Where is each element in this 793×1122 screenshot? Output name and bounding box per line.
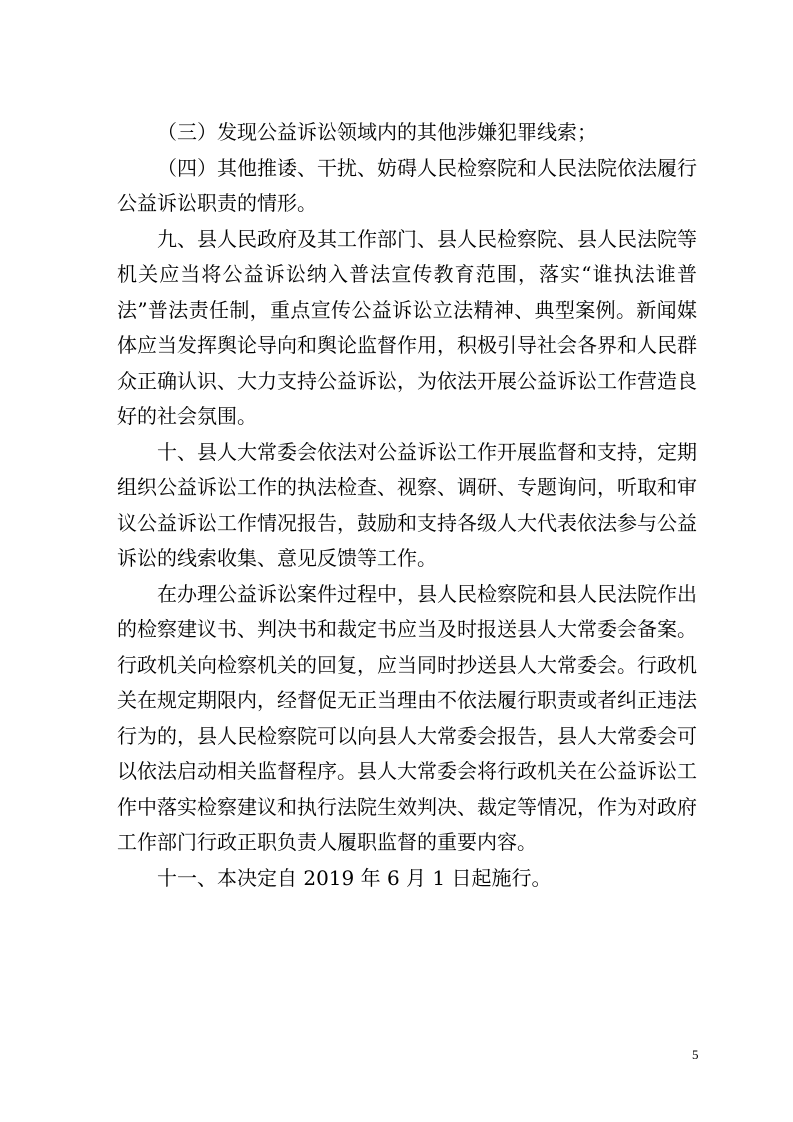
paragraph-case-handling: 在办理公益诉讼案件过程中，县人民检察院和县人民法院作出的检察建议书、判决书和裁定书应当及时报送县人大常委会备案。行政机关向检察机关的回复，应当同时抄送县人大常委会。行政机关在规定期限内，经督促无正当理由不依法履行职责或者纠正违法行为的，县人民检察院可以向县人大常委会报告，县人大常委会可以依法启动相关监督程序。县人大常委会将行政机关在公益诉讼工作中落实检察建议和执行法院生效判决、裁定等情况，作为对政府工作部门行政正职负责人履职监督的重要内容。 (117, 581, 697, 854)
paragraph-item-4: （四）其他推诿、干扰、妨碍人民检察院和人民法院依法履行公益诉讼职责的情形。 (117, 155, 697, 215)
paragraph-article-10: 十、县人大常委会依法对公益诉讼工作开展监督和支持，定期组织公益诉讼工作的执法检查、视察、调研、专题询问，听取和审议公益诉讼工作情况报告，鼓励和支持各级人大代表依法参与公益诉讼的线索收集、意见反馈等工作。 (117, 439, 697, 570)
paragraph-article-9: 九、县人民政府及其工作部门、县人民检察院、县人民法院等机关应当将公益诉讼纳入普法宣传教育范围，落实“谁执法谁普法”普法责任制，重点宣传公益诉讼立法精神、典型案例。新闻媒体应当发挥舆论导向和舆论监督作用，积极引导社会各界和人民群众正确认识、大力支持公益诉讼，为依法开展公益诉讼工作营造良好的社会氛围。 (117, 226, 697, 428)
paragraph-article-11: 十一、本决定自 2019 年 6 月 1 日起施行。 (157, 865, 552, 890)
page-number: 5 (692, 1047, 699, 1062)
document-body (117, 115, 697, 896)
paragraph-item-3: （三）发现公益诉讼领域内的其他涉嫌犯罪线索； (157, 120, 597, 144)
